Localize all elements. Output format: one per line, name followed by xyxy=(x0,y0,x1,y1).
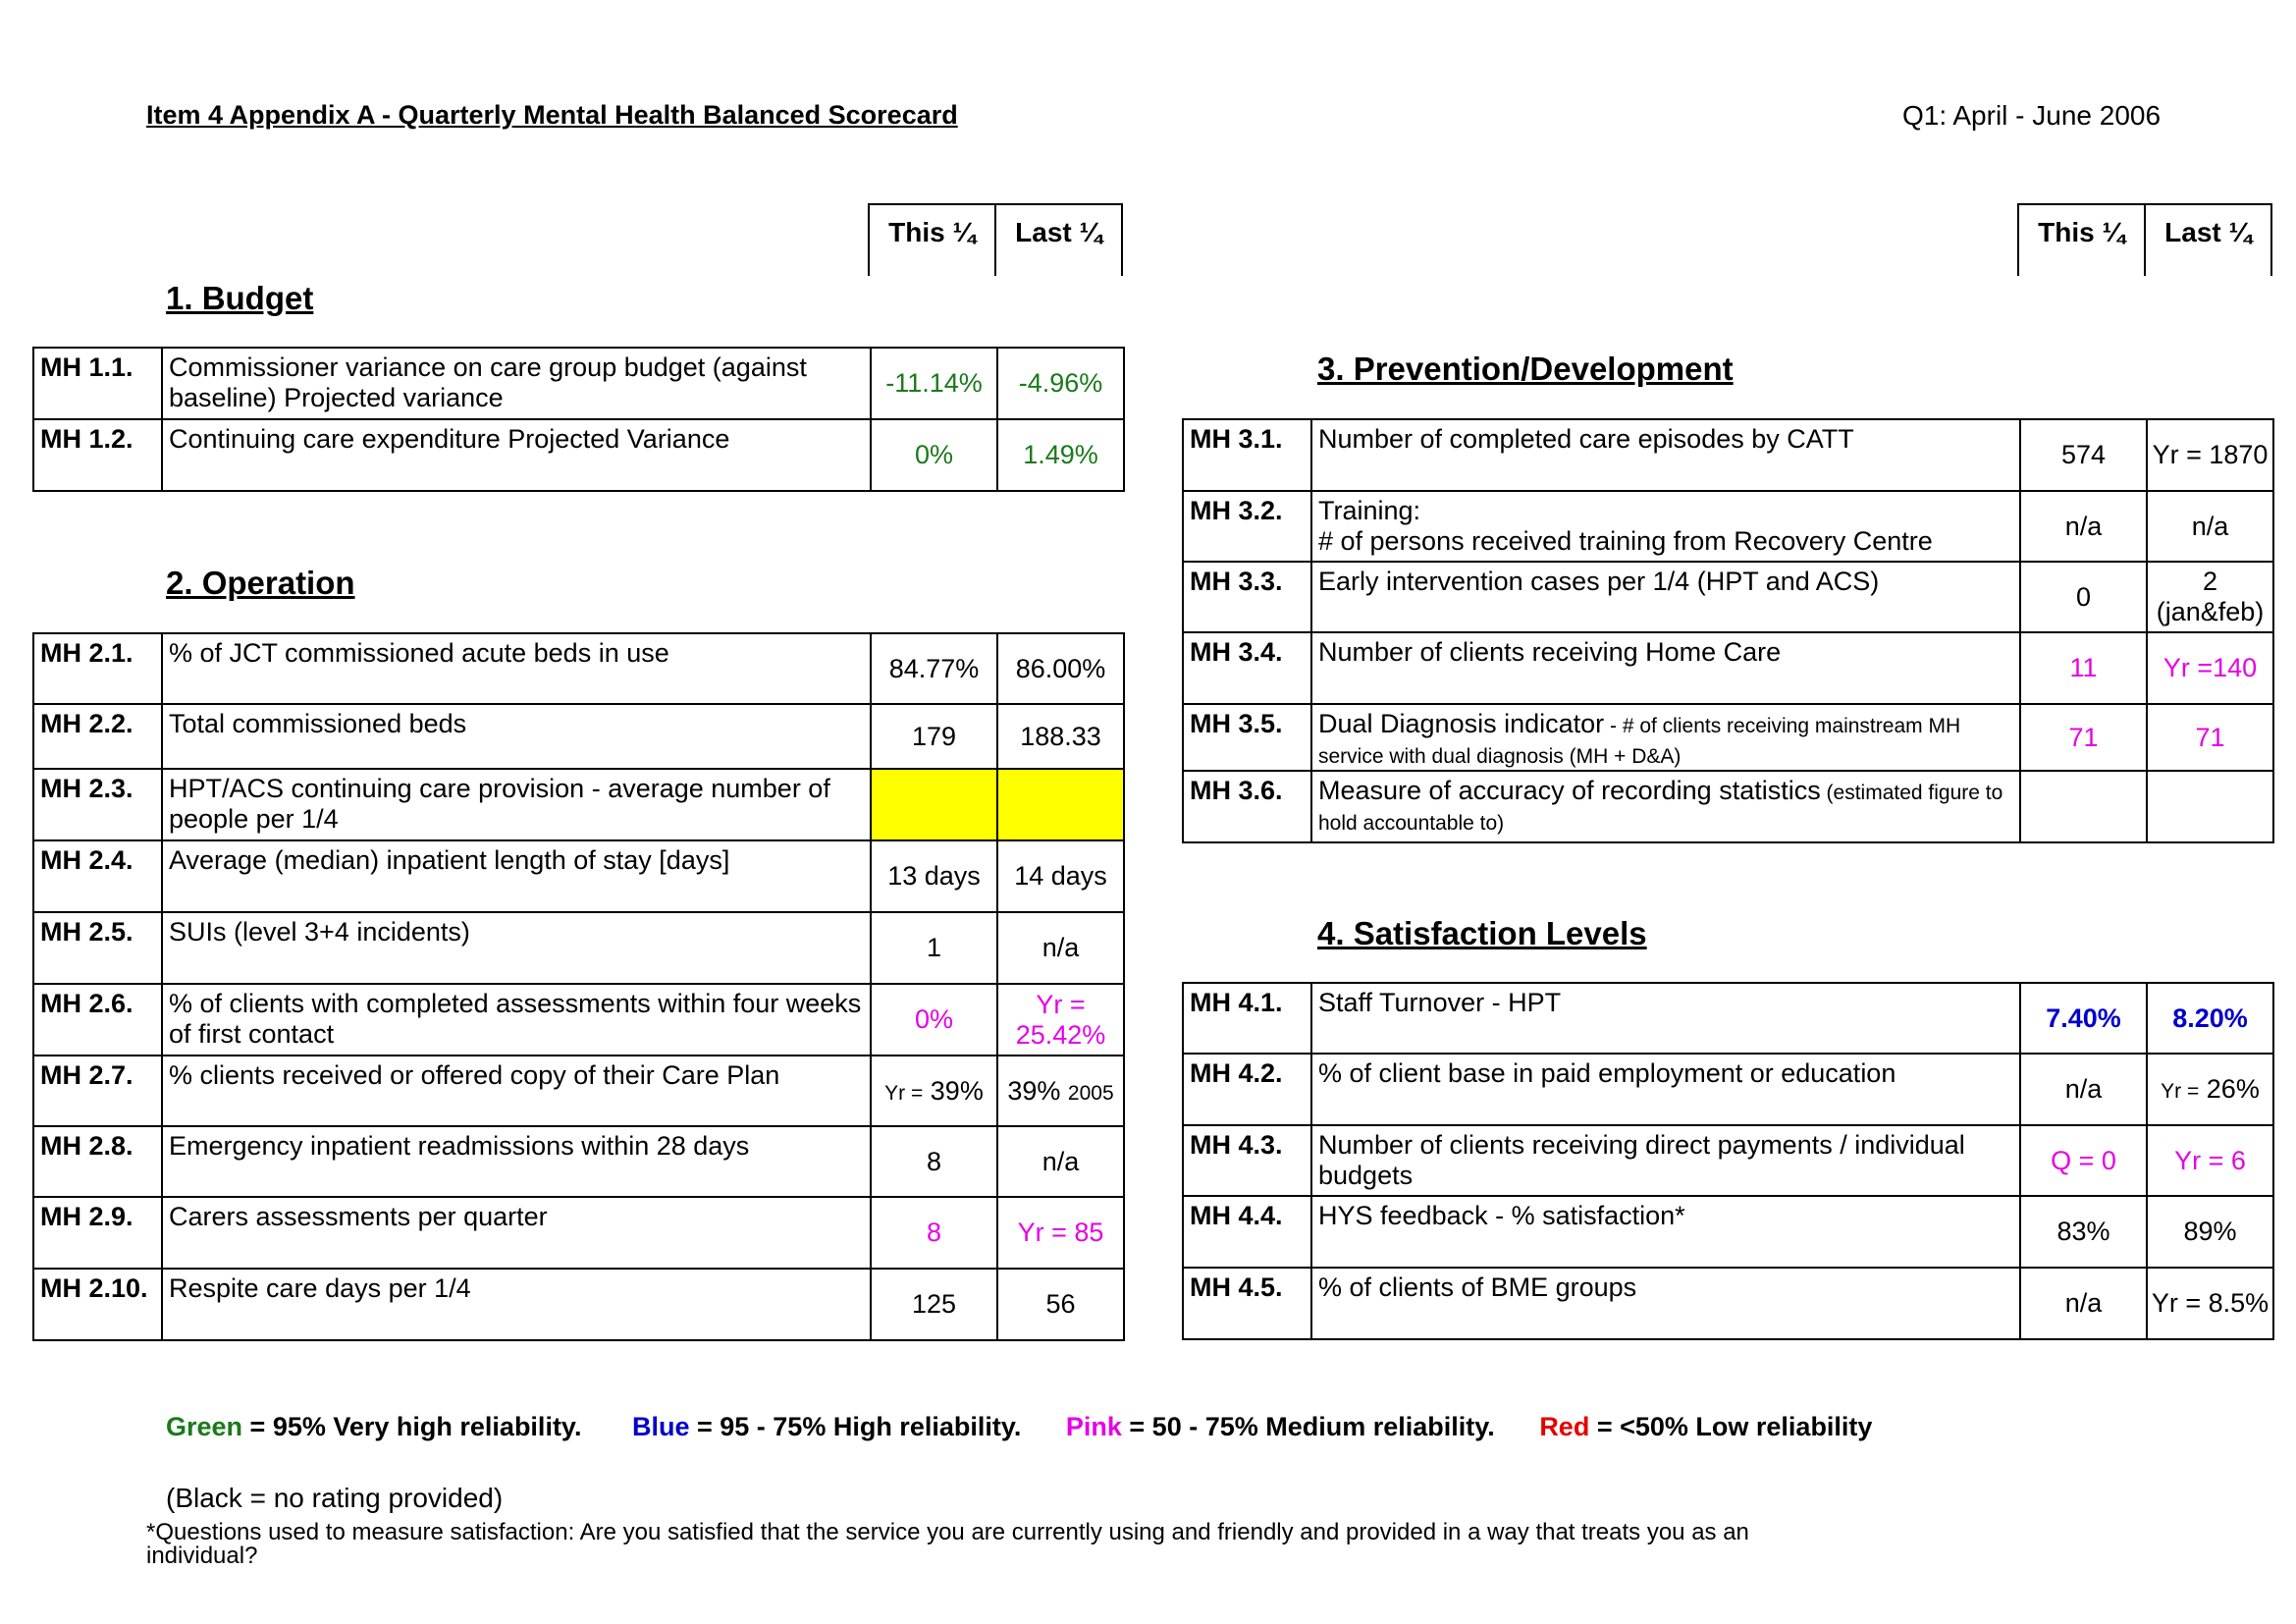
indicator-description xyxy=(162,1126,871,1197)
indicator-code: MH 1.1. xyxy=(33,348,162,419)
last-quarter-value xyxy=(2147,1196,2273,1268)
indicator-code: MH 3.6. xyxy=(1183,771,1311,842)
value-text: n/a xyxy=(2064,1288,2103,1318)
value-text: 84.77% xyxy=(888,653,980,683)
left-header-this-quarter: This ¼ xyxy=(868,203,996,276)
table-row xyxy=(1183,632,2273,704)
value-text: 0% xyxy=(914,440,954,469)
last-quarter-value xyxy=(997,1126,1124,1197)
table-row xyxy=(1183,491,2273,562)
value-text: 125 xyxy=(911,1289,957,1319)
this-quarter-value xyxy=(2020,562,2147,632)
table-row xyxy=(33,912,1124,984)
table-row xyxy=(33,704,1124,769)
this-quarter-value xyxy=(2020,771,2147,842)
value-text: -4.96% xyxy=(1018,368,1103,398)
indicator-code: MH 2.10. xyxy=(33,1269,162,1340)
indicator-description xyxy=(1311,1268,2020,1339)
indicator-description xyxy=(162,348,871,419)
description-text: % of clients with completed assessments within four weeks of first contact xyxy=(169,989,862,1049)
document-title: Item 4 Appendix A - Quarterly Mental Health Balanced Scorecard xyxy=(146,100,958,130)
indicator-description xyxy=(1311,1125,2020,1196)
satisfaction-footnote: *Questions used to measure satisfaction: Are you satisfied that the service you are currently using and friendly and provided in a way that treats you as an individual? xyxy=(146,1519,1749,1569)
description-text: Staff Turnover - HPT xyxy=(1318,988,1562,1017)
legend-item-pink: Pink = 50 - 75% Medium reliability. xyxy=(1065,1412,1495,1441)
description-line-2: # of persons received training from Recovery Centre xyxy=(1318,526,1933,556)
value-text: 8 xyxy=(926,1218,942,1247)
value-text: 13 days xyxy=(887,861,981,891)
value-text: 14 days xyxy=(1014,861,1107,891)
value-text: 0% xyxy=(914,1004,954,1034)
indicator-description xyxy=(1311,632,2020,704)
value-text: n/a xyxy=(2064,1074,2103,1104)
description-text: % of clients of BME groups xyxy=(1318,1272,1637,1302)
this-quarter-value xyxy=(2020,419,2147,491)
indicator-description xyxy=(162,704,871,769)
description-text: Number of clients receiving Home Care xyxy=(1318,637,1782,667)
table-row xyxy=(1183,983,2273,1054)
description-text: Dual Diagnosis indicator xyxy=(1318,709,1605,738)
last-quarter-value xyxy=(997,840,1124,912)
description-text: Measure of accuracy of recording statistics xyxy=(1318,776,1821,805)
this-quarter-value xyxy=(871,984,997,1056)
this-quarter-value xyxy=(871,348,997,419)
table-row xyxy=(33,1269,1124,1340)
this-quarter-value xyxy=(2020,1125,2147,1196)
table-row xyxy=(33,1056,1124,1126)
this-quarter-value xyxy=(2020,983,2147,1054)
description-text: Average (median) inpatient length of stay [days] xyxy=(169,845,730,875)
last-quarter-value xyxy=(2147,704,2273,771)
indicator-code: MH 2.1. xyxy=(33,633,162,704)
description-note: (estimated figure to hold accountable to) xyxy=(1318,782,2003,835)
description-text: Training: xyxy=(1318,496,1421,525)
indicator-code: MH 4.5. xyxy=(1183,1268,1311,1339)
this-quarter-value xyxy=(871,1056,997,1126)
value-text: 574 xyxy=(2060,440,2107,469)
section-heading-budget: 1. Budget xyxy=(166,280,314,316)
budget-table xyxy=(32,347,1125,492)
indicator-description xyxy=(1311,1196,2020,1268)
this-quarter-value xyxy=(871,1197,997,1269)
reliability-legend xyxy=(166,1412,1872,1442)
value-text: Yr = 6 xyxy=(2174,1145,2246,1175)
right-header-last-quarter: Last ¼ xyxy=(2144,203,2272,276)
value-text: 26% xyxy=(2206,1074,2260,1104)
description-text: % clients received or offered copy of their Care Plan xyxy=(169,1060,780,1090)
legend-item-blue: Blue = 95 - 75% High reliability. xyxy=(631,1412,1022,1441)
this-quarter-value xyxy=(2020,1268,2147,1339)
this-quarter-value xyxy=(871,1126,997,1197)
operation-table xyxy=(32,632,1125,1341)
indicator-code: MH 3.4. xyxy=(1183,632,1311,704)
description-text: HYS feedback - % satisfaction* xyxy=(1318,1201,1685,1230)
value-text: Yr = 8.5% xyxy=(2151,1288,2269,1318)
section-heading-prevention: 3. Prevention/Development xyxy=(1317,351,1734,387)
table-row xyxy=(33,769,1124,840)
value-text: 1.49% xyxy=(1023,440,1098,469)
indicator-code: MH 2.9. xyxy=(33,1197,162,1269)
last-quarter-value xyxy=(997,984,1124,1056)
last-quarter-value xyxy=(997,348,1124,419)
this-quarter-value xyxy=(2020,491,2147,562)
this-quarter-value xyxy=(871,419,997,491)
description-text: Carers assessments per quarter xyxy=(169,1202,548,1231)
value-text: Q = 0 xyxy=(2051,1145,2116,1175)
value-text: 56 xyxy=(1045,1289,1076,1319)
table-row xyxy=(1183,1125,2273,1196)
this-quarter-value xyxy=(871,912,997,984)
indicator-description xyxy=(162,1197,871,1269)
indicator-code: MH 3.5. xyxy=(1183,704,1311,771)
satisfaction-table xyxy=(1182,982,2274,1340)
last-quarter-value xyxy=(2147,632,2273,704)
indicator-description xyxy=(1311,983,2020,1054)
value-suffix: 2005 xyxy=(1067,1081,1114,1105)
indicator-code: MH 3.1. xyxy=(1183,419,1311,491)
value-text: 7.40% xyxy=(2046,1002,2121,1033)
this-quarter-value xyxy=(871,633,997,704)
value-text: 1 xyxy=(926,933,942,962)
last-quarter-value xyxy=(997,1056,1124,1126)
value-text: n/a xyxy=(1041,933,1080,962)
section-heading-satisfaction: 4. Satisfaction Levels xyxy=(1317,915,1647,951)
this-quarter-value xyxy=(871,769,997,840)
this-quarter-value xyxy=(871,840,997,912)
last-quarter-value xyxy=(2147,1054,2273,1125)
indicator-description xyxy=(1311,771,2020,842)
description-text: Number of clients receiving direct payments / individual budgets xyxy=(1318,1130,1965,1190)
indicator-code: MH 4.2. xyxy=(1183,1054,1311,1125)
last-quarter-value xyxy=(2147,1268,2273,1339)
indicator-description xyxy=(162,769,871,840)
last-quarter-value xyxy=(997,704,1124,769)
description-text: Early intervention cases per 1/4 (HPT and ACS) xyxy=(1318,567,1880,596)
value-text: 8 xyxy=(926,1146,942,1176)
value-text: 39% xyxy=(1007,1075,1061,1106)
table-row xyxy=(1183,562,2273,632)
value-text: 2 (jan&feb) xyxy=(2156,567,2265,626)
this-quarter-value xyxy=(2020,1196,2147,1268)
value-prefix: Yr = xyxy=(2161,1080,2200,1103)
table-row xyxy=(1183,704,2273,771)
last-quarter-value xyxy=(997,633,1124,704)
value-text: 39% xyxy=(930,1075,984,1106)
table-row xyxy=(33,1126,1124,1197)
table-row xyxy=(1183,771,2273,842)
value-text: n/a xyxy=(2064,511,2103,541)
indicator-description xyxy=(162,912,871,984)
table-row xyxy=(33,840,1124,912)
indicator-description xyxy=(162,984,871,1056)
value-text: Yr = 1870 xyxy=(2152,440,2269,469)
value-text: 89% xyxy=(2183,1217,2237,1246)
table-row xyxy=(1183,1196,2273,1268)
last-quarter-value xyxy=(2147,1125,2273,1196)
black-rating-note: (Black = no rating provided) xyxy=(166,1483,504,1513)
value-text: 83% xyxy=(2056,1217,2110,1246)
last-quarter-value xyxy=(997,419,1124,491)
table-row xyxy=(33,348,1124,419)
value-text: n/a xyxy=(1041,1146,1080,1176)
table-row xyxy=(1183,419,2273,491)
last-quarter-value xyxy=(2147,983,2273,1054)
this-quarter-value xyxy=(2020,632,2147,704)
this-quarter-value xyxy=(2020,1054,2147,1125)
value-text: 188.33 xyxy=(1020,721,1101,751)
description-note: - # of clients receiving mainstream MH service with dual diagnosis (MH + D&A) xyxy=(1318,715,1961,768)
table-row xyxy=(33,419,1124,491)
left-header-last-quarter: Last ¼ xyxy=(994,203,1123,276)
last-quarter-value xyxy=(997,1197,1124,1269)
last-quarter-value xyxy=(997,769,1124,840)
last-quarter-value xyxy=(2147,419,2273,491)
description-text: Respite care days per 1/4 xyxy=(169,1273,471,1303)
indicator-code: MH 3.3. xyxy=(1183,562,1311,632)
description-text: SUIs (level 3+4 incidents) xyxy=(169,917,470,947)
indicator-code: MH 2.3. xyxy=(33,769,162,840)
indicator-description xyxy=(162,1056,871,1126)
indicator-description xyxy=(1311,419,2020,491)
indicator-code: MH 2.4. xyxy=(33,840,162,912)
value-text: 11 xyxy=(2069,653,2098,682)
description-text: Emergency inpatient readmissions within 28 days xyxy=(169,1131,750,1161)
this-quarter-value xyxy=(871,1269,997,1340)
description-text: Continuing care expenditure Projected Variance xyxy=(169,424,730,454)
indicator-description xyxy=(1311,562,2020,632)
indicator-description xyxy=(1311,491,2020,562)
value-text: Yr = 25.42% xyxy=(1015,989,1106,1050)
value-text: 71 xyxy=(2195,722,2225,752)
table-row xyxy=(1183,1054,2273,1125)
last-quarter-value xyxy=(2147,491,2273,562)
indicator-code: MH 4.3. xyxy=(1183,1125,1311,1196)
value-text: -11.14% xyxy=(885,368,983,398)
value-prefix: Yr = xyxy=(884,1081,924,1105)
indicator-description xyxy=(162,633,871,704)
indicator-code: MH 4.1. xyxy=(1183,983,1311,1054)
description-text: % of client base in paid employment or education xyxy=(1318,1058,1896,1088)
description-text: Commissioner variance on care group budget (against baseline) Projected variance xyxy=(169,352,807,412)
section-heading-operation: 2. Operation xyxy=(166,565,355,601)
indicator-description xyxy=(1311,704,2020,771)
indicator-description xyxy=(162,1269,871,1340)
legend-item-red: Red = <50% Low reliability xyxy=(1539,1412,1873,1441)
value-text: 8.20% xyxy=(2172,1002,2248,1033)
indicator-code: MH 1.2. xyxy=(33,419,162,491)
table-row xyxy=(33,984,1124,1056)
indicator-description xyxy=(162,840,871,912)
last-quarter-value xyxy=(997,912,1124,984)
value-text: 71 xyxy=(2068,722,2099,752)
indicator-code: MH 4.4. xyxy=(1183,1196,1311,1268)
indicator-code: MH 2.6. xyxy=(33,984,162,1056)
table-row xyxy=(1183,1268,2273,1339)
description-text: HPT/ACS continuing care provision - average number of people per 1/4 xyxy=(169,774,830,834)
indicator-code: MH 3.2. xyxy=(1183,491,1311,562)
indicator-code: MH 2.2. xyxy=(33,704,162,769)
indicator-code: MH 2.8. xyxy=(33,1126,162,1197)
table-row xyxy=(33,633,1124,704)
legend-item-green: Green = 95% Very high reliability. xyxy=(166,1412,582,1441)
value-text: 0 xyxy=(2075,581,2092,612)
value-text: n/a xyxy=(2191,511,2229,541)
description-text: % of JCT commissioned acute beds in use xyxy=(169,638,669,668)
prevention-table xyxy=(1182,418,2274,843)
value-text: Yr =140 xyxy=(2163,653,2258,682)
value-text: 179 xyxy=(911,721,957,751)
indicator-description xyxy=(1311,1054,2020,1125)
last-quarter-value xyxy=(2147,562,2273,632)
right-header-this-quarter: This ¼ xyxy=(2017,203,2146,276)
indicator-code: MH 2.5. xyxy=(33,912,162,984)
last-quarter-value xyxy=(2147,771,2273,842)
table-row xyxy=(33,1197,1124,1269)
description-text: Number of completed care episodes by CATT xyxy=(1318,424,1854,454)
reporting-period: Q1: April - June 2006 xyxy=(1902,100,2162,131)
this-quarter-value xyxy=(871,704,997,769)
indicator-code: MH 2.7. xyxy=(33,1056,162,1126)
description-text: Total commissioned beds xyxy=(169,709,467,738)
value-text: Yr = 85 xyxy=(1017,1218,1104,1247)
value-text: 86.00% xyxy=(1015,653,1106,683)
last-quarter-value xyxy=(997,1269,1124,1340)
this-quarter-value xyxy=(2020,704,2147,771)
indicator-description xyxy=(162,419,871,491)
